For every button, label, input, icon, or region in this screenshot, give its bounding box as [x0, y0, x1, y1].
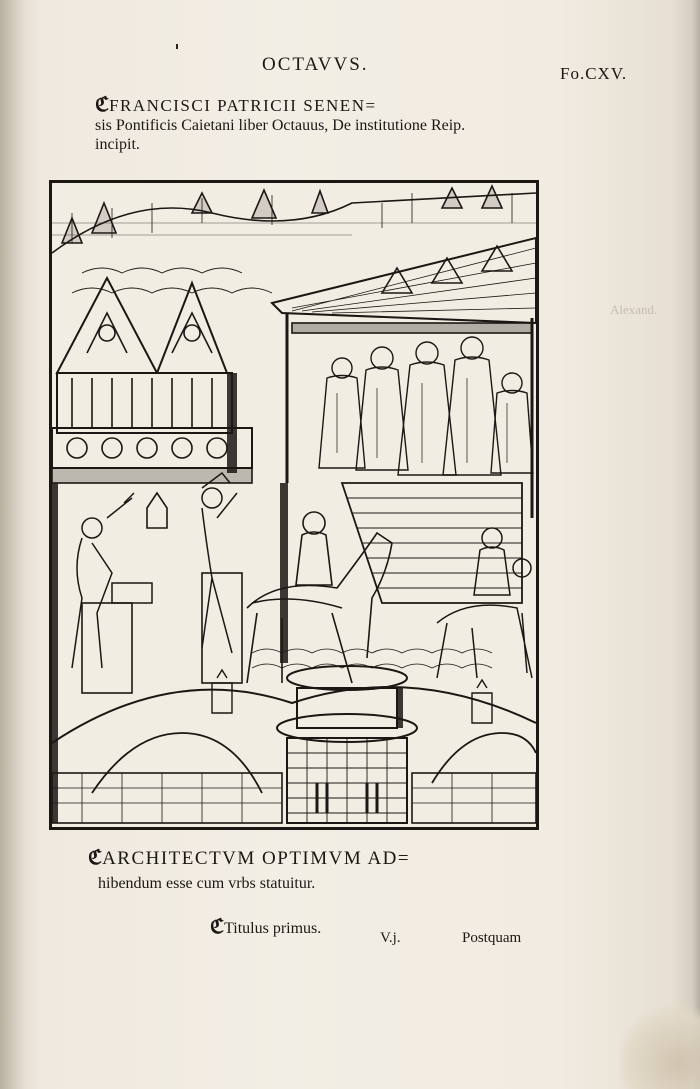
chapter-heading [88, 846, 548, 896]
pilcrow-icon: ℭ [95, 94, 110, 116]
title-caps-line: FRANCISCI PATRICII SENEN= [109, 96, 377, 115]
woodcut-icon [52, 183, 536, 827]
pilcrow-icon: ℭ [210, 916, 225, 938]
titulus-heading [210, 914, 321, 939]
titulus-text: Titulus primus. [224, 920, 322, 937]
title-line-2: sis Pontificis Caietani liber Octauus, De institutione Reip. [95, 117, 466, 134]
paper-stain [620, 1005, 700, 1089]
signature-mark: V.j. [380, 930, 401, 946]
ink-speck [176, 44, 178, 49]
book-title [95, 96, 545, 154]
gutter-fold [0, 0, 26, 1089]
page-edge [692, 0, 700, 1089]
chapter-line-2: hibendum esse cum vrbs statuitur. [98, 875, 316, 892]
running-head: OCTAVVS. [262, 54, 369, 75]
woodcut-illustration [49, 180, 539, 830]
title-line-3: incipit. [95, 136, 140, 153]
folio-number: Fo.CXV. [560, 64, 628, 83]
chapter-caps-line: ARCHITECTVM OPTIMVM AD= [102, 848, 411, 869]
bleed-through-note: Alexand. [610, 302, 658, 317]
catchword: Postquam [462, 930, 522, 946]
pilcrow-icon: ℭ [88, 847, 103, 869]
